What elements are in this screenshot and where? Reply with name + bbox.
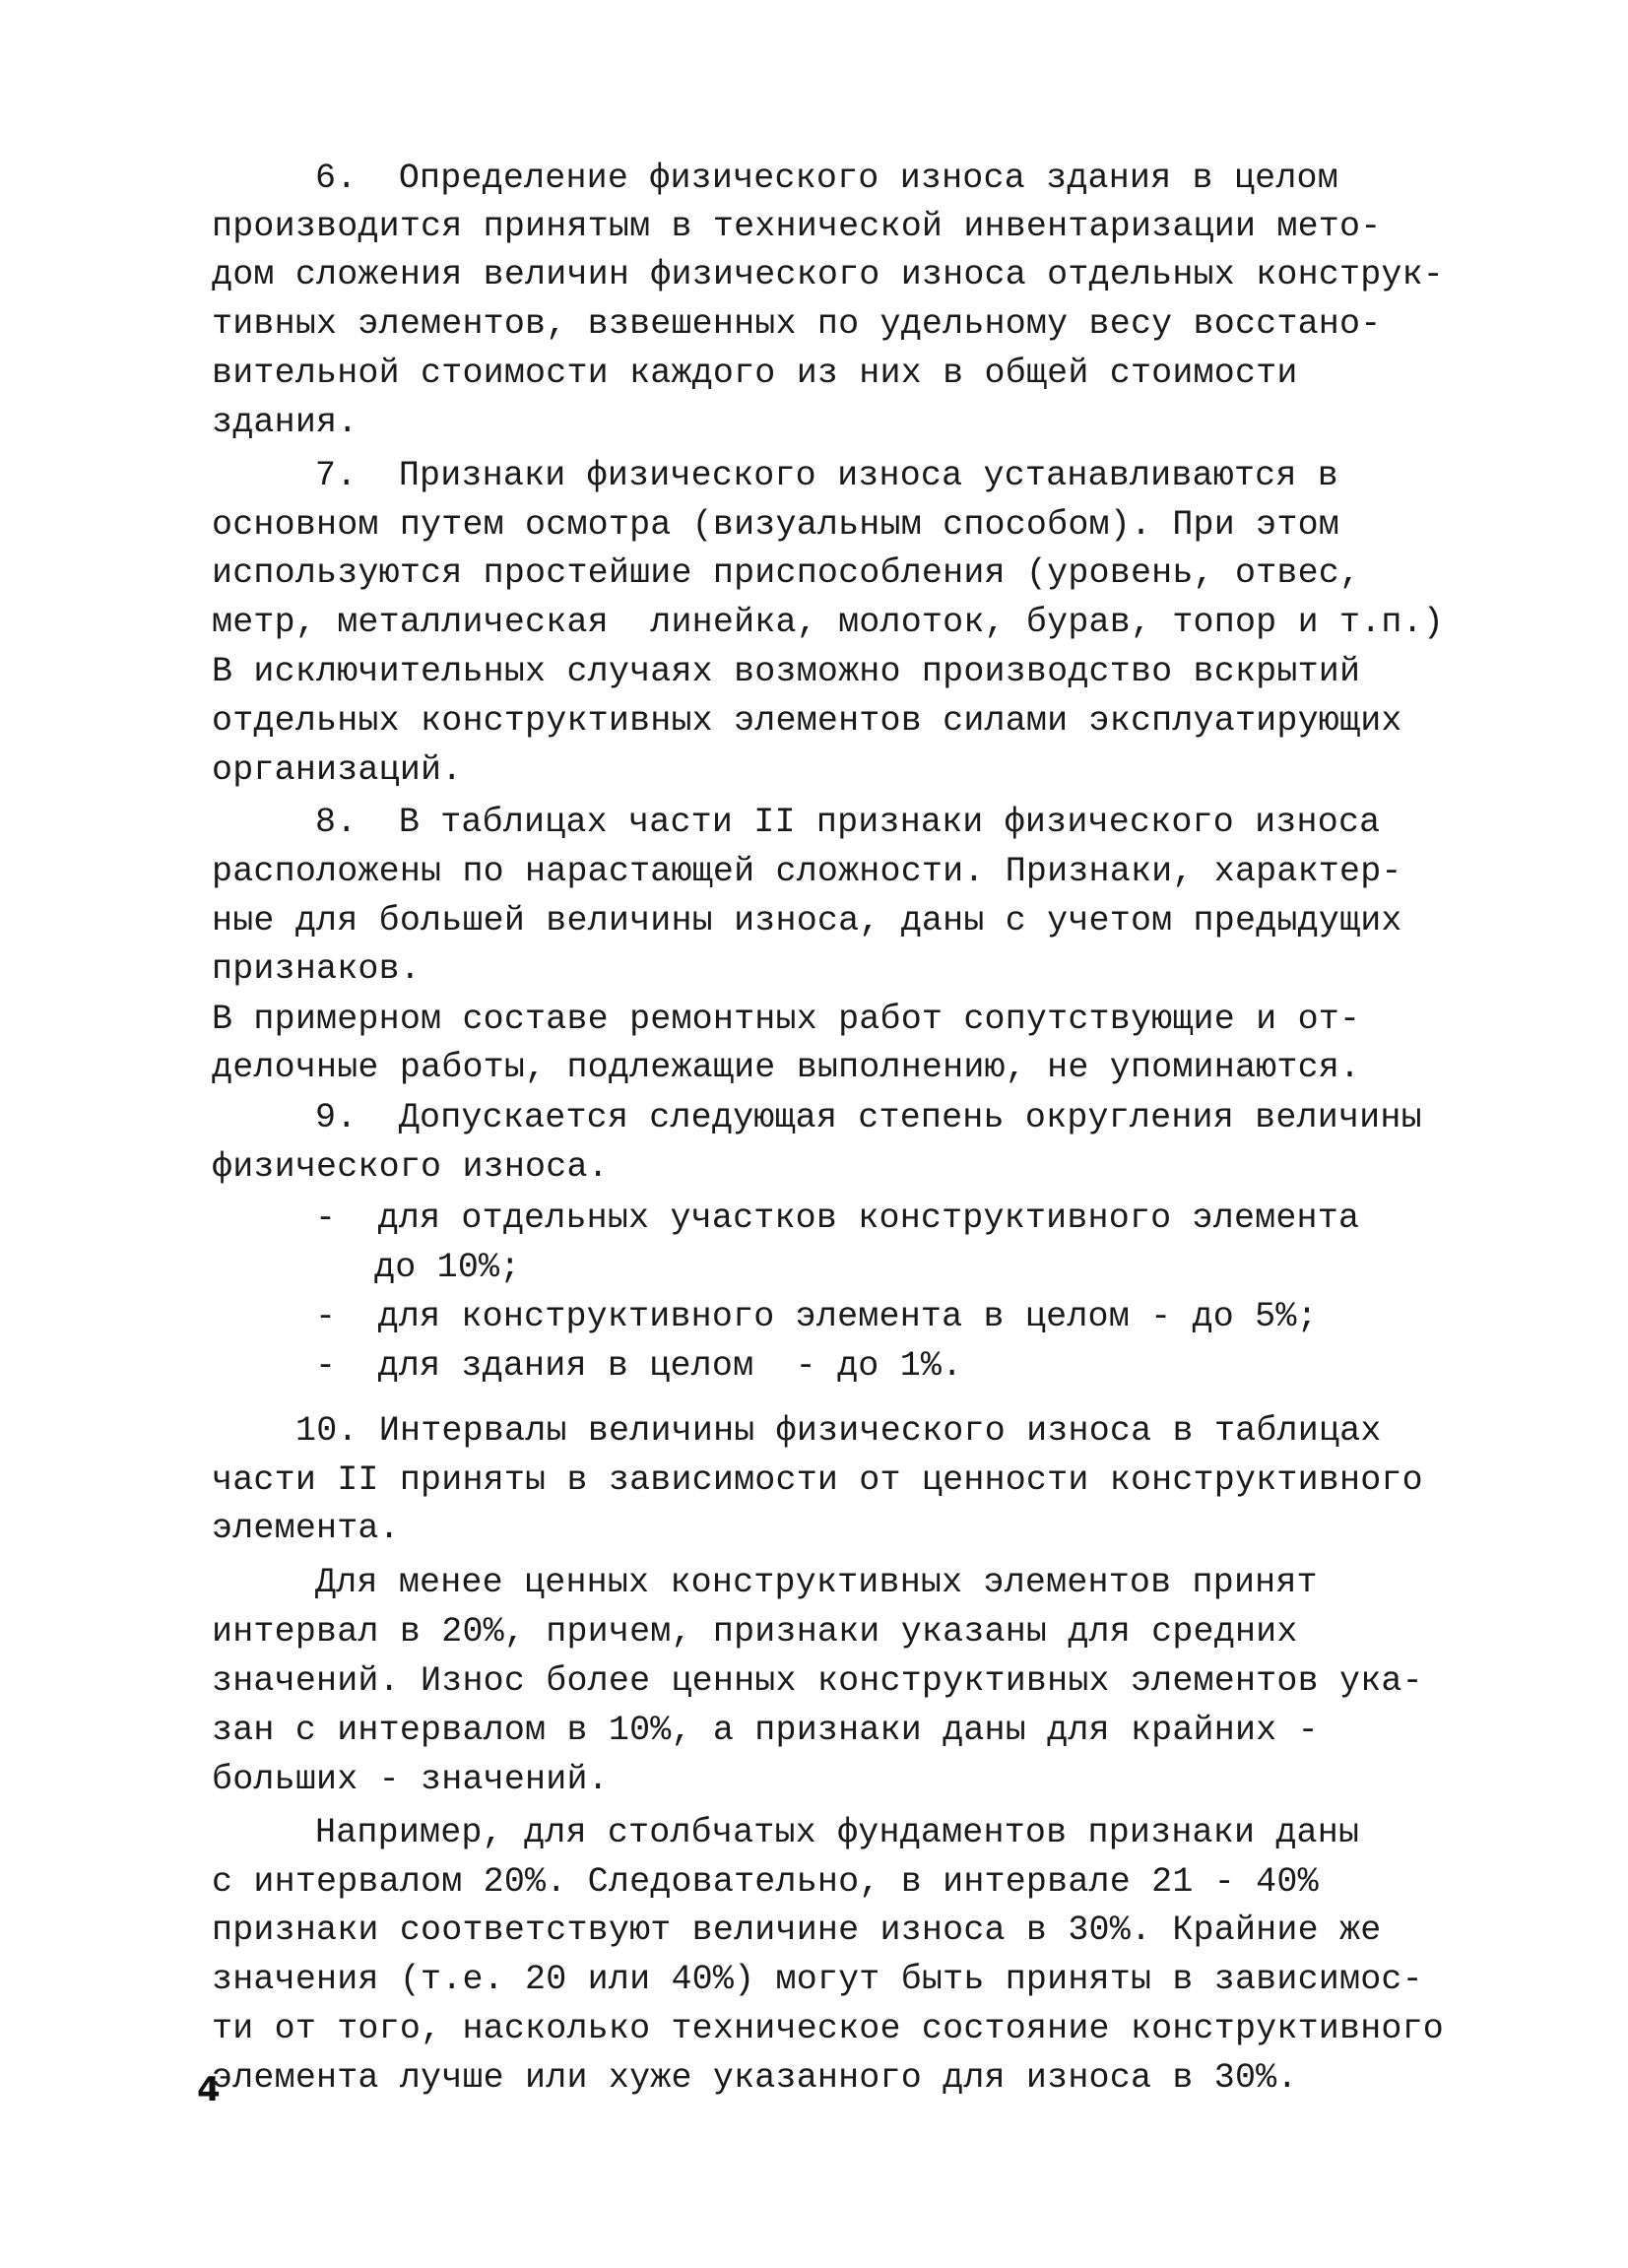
text-line: признаков. bbox=[212, 949, 422, 989]
text-line: 7. Признаки физического износа устанавливаются в bbox=[315, 456, 1338, 495]
text-line: Для менее ценных конструктивных элементов принят bbox=[315, 1563, 1318, 1602]
text-line: дом сложения величин физического износа отдельных конструк- bbox=[212, 255, 1445, 294]
text-line: значений. Износ более ценных конструктивных элементов ука- bbox=[212, 1661, 1423, 1701]
text-line: зан с интервалом в 10%, а признаки даны для крайних - bbox=[212, 1711, 1319, 1750]
text-line: В исключительных случаях возможно производство вскрытий bbox=[212, 652, 1361, 691]
text-line: метр, металлическая линейка, молоток, бурав, топор и т.п.) bbox=[212, 603, 1445, 642]
page-number: 4 bbox=[197, 2070, 221, 2109]
text-line: с интервалом 20%. Следовательно, в интервале 21 - 40% bbox=[212, 1862, 1319, 1902]
text-line: интервал в 20%, причем, признаки указаны для средних bbox=[212, 1612, 1298, 1652]
text-line: до 10%; bbox=[374, 1248, 521, 1287]
text-line: - для конструктивного элемента в целом - до 5%; bbox=[315, 1297, 1318, 1336]
text-line: значения (т.е. 20 или 40%) могут быть приняты в зависимос- bbox=[212, 1960, 1423, 1999]
text-line: части II приняты в зависимости от ценности конструктивного bbox=[212, 1460, 1423, 1500]
text-line: 8. В таблицах части II признаки физического износа bbox=[315, 803, 1381, 842]
text-line: - для отдельных участков конструктивного элемента bbox=[315, 1199, 1360, 1238]
text-line: здания. bbox=[212, 403, 358, 442]
text-line: тивных элементов, взвешенных по удельному весу восстано- bbox=[212, 304, 1382, 344]
text-line: ти от того, насколько техническое состояние конструктивного bbox=[212, 2009, 1445, 2048]
text-line: расположены по нарастающей сложности. Признаки, характер- bbox=[212, 852, 1402, 891]
text-line: отдельных конструктивных элементов силами эксплуатирующих bbox=[212, 701, 1402, 741]
text-line: 9. Допускается следующая степень округления величины bbox=[315, 1098, 1422, 1137]
text-line: Например, для столбчатых фундаментов признаки даны bbox=[315, 1813, 1360, 1852]
text-line: элемента лучше или хуже указанного для износа в 30%. bbox=[212, 2058, 1298, 2098]
text-line: - для здания в целом - до 1%. bbox=[315, 1346, 963, 1386]
text-line: 6. Определение физического износа здания в целом bbox=[315, 159, 1338, 198]
text-line: В примерном составе ремонтных работ сопутствующие и от- bbox=[212, 1000, 1361, 1039]
text-line: 10. Интервалы величины физического износа в таблицах bbox=[295, 1411, 1382, 1451]
text-line: элемента. bbox=[212, 1509, 400, 1548]
text-line: организаций. bbox=[212, 750, 463, 790]
text-line: делочные работы, подлежащие выполнению, не упоминаются. bbox=[212, 1048, 1361, 1087]
text-line: больших - значений. bbox=[212, 1760, 609, 1799]
text-line: признаки соответствуют величине износа в 30%. Крайние же bbox=[212, 1911, 1382, 1950]
text-line: физического износа. bbox=[212, 1147, 609, 1187]
text-line: ные для большей величины износа, даны с учетом предыдущих bbox=[212, 901, 1402, 940]
text-line: вительной стоимости каждого из них в общей стоимости bbox=[212, 354, 1298, 393]
text-line: используются простейшие приспособления (уровень, отвес, bbox=[212, 553, 1361, 593]
text-line: основном путем осмотра (визуальным способом). При этом bbox=[212, 505, 1339, 545]
text-line: производится принятым в технической инвентаризации мето- bbox=[212, 207, 1382, 246]
